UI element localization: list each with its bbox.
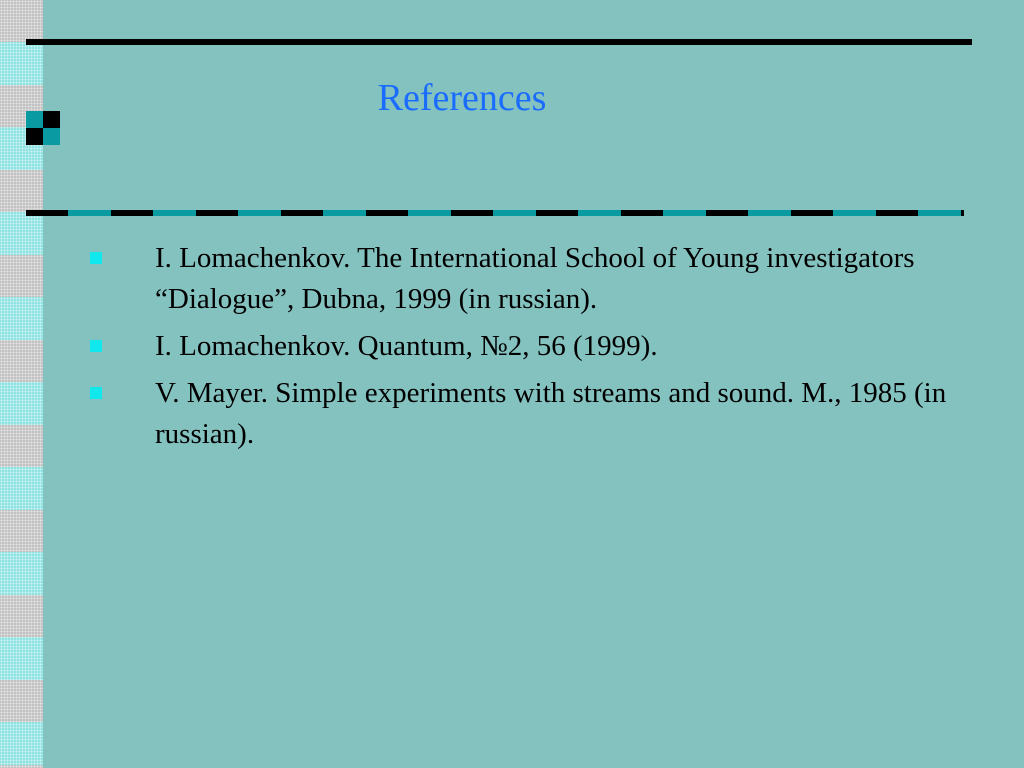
slide-title: References <box>377 77 547 119</box>
checker-cell <box>26 128 43 145</box>
reference-text: V. Mayer. Simple experiments with streams and sound. M., 1985 (in russian). <box>155 377 947 450</box>
checker-square-icon <box>26 111 60 145</box>
reference-item <box>88 326 968 367</box>
checker-cell <box>43 111 60 128</box>
checker-cell <box>43 128 60 145</box>
square-bullet-icon <box>90 387 102 399</box>
checker-cell <box>26 111 43 128</box>
reference-text: I. Lomachenkov. The International School of Young investigators “Dialogue”, Dubna, 1999 (in russian). <box>155 242 915 315</box>
reference-text: I. Lomachenkov. Quantum, №2, 56 (1999). <box>155 330 658 362</box>
dashed-divider <box>26 210 964 216</box>
square-bullet-icon <box>90 340 102 352</box>
references-list <box>88 238 968 461</box>
reference-item <box>88 238 968 320</box>
reference-item <box>88 373 968 455</box>
square-bullet-icon <box>90 252 102 264</box>
top-divider <box>26 39 972 45</box>
